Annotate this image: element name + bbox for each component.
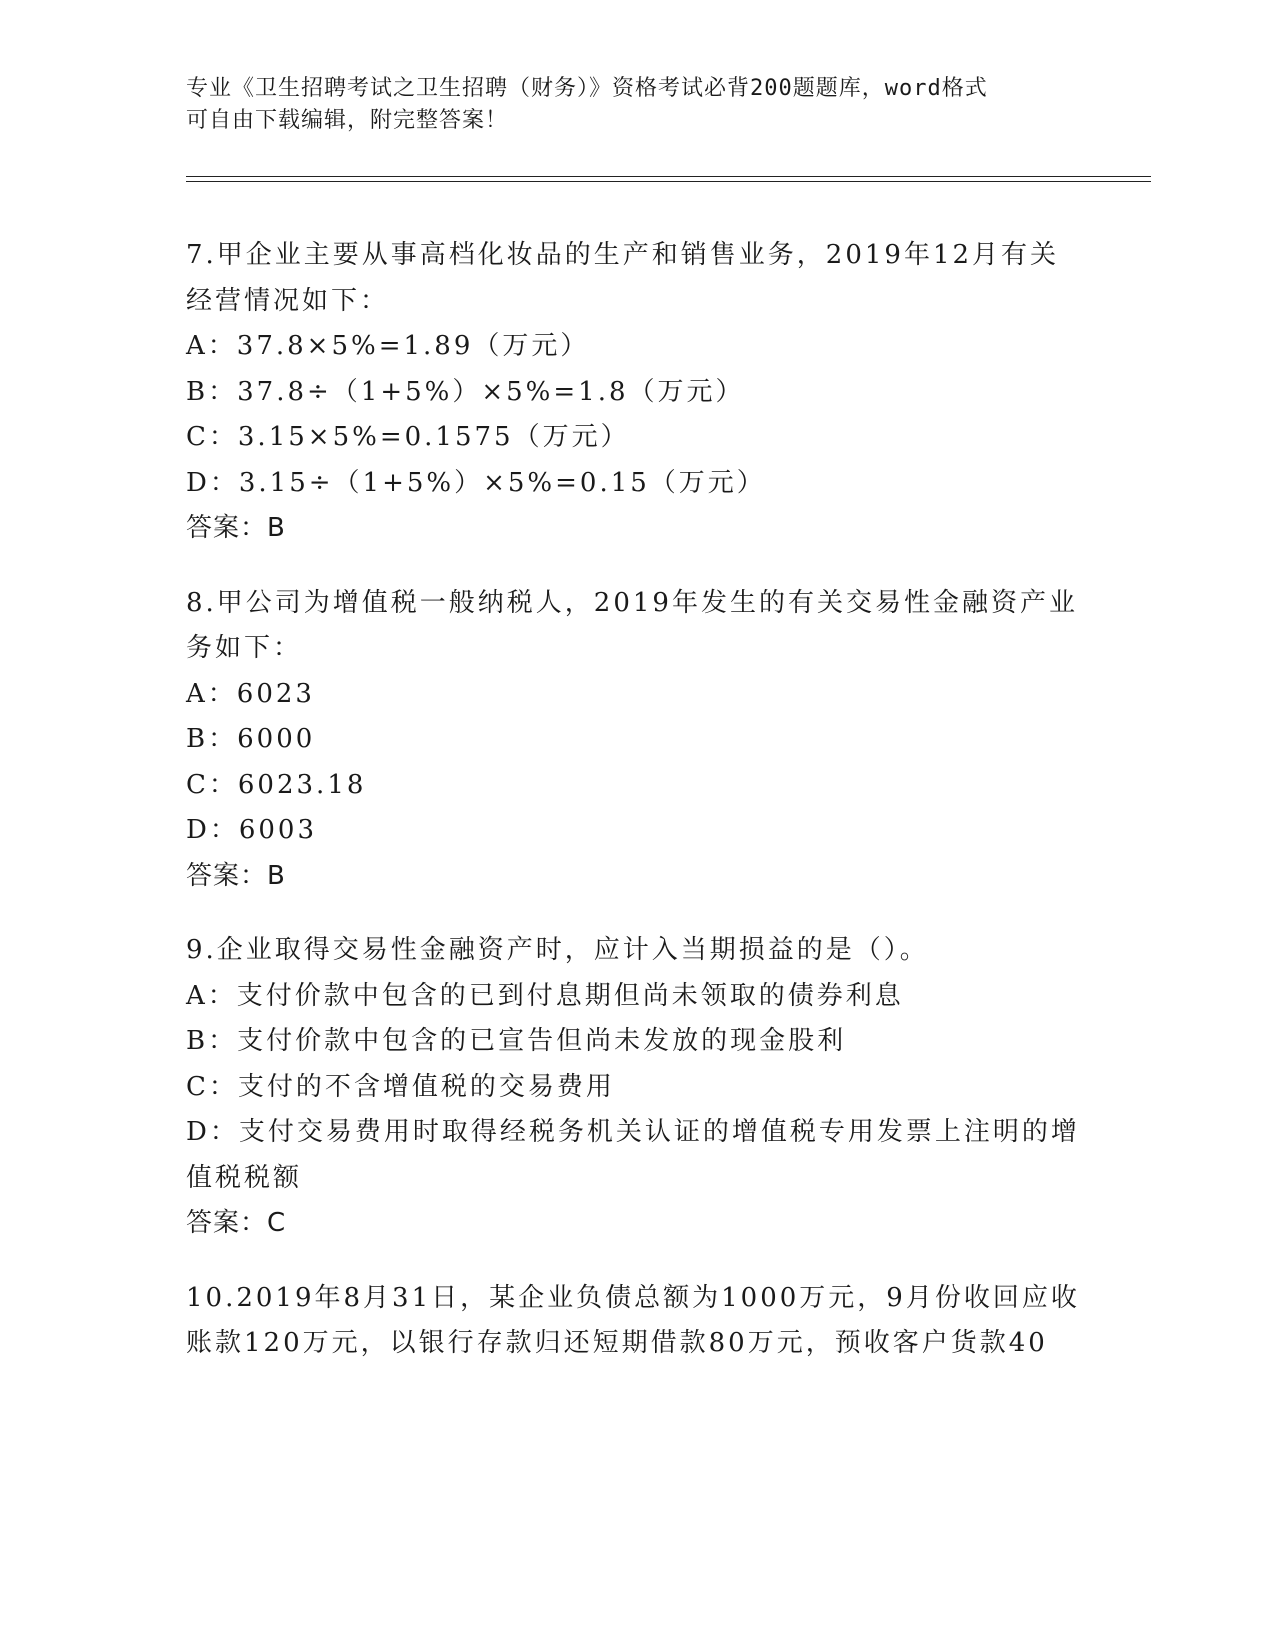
answer: 答案：C (186, 1208, 287, 1238)
option-c: C：6023.18 (186, 769, 367, 800)
option-b: B：6000 (186, 724, 316, 754)
option-a: A：支付价款中包含的已到付息期但尚未领取的债券利息 (186, 980, 904, 1011)
option-d: D：3.15÷（1+5%）×5%=0.15（万元） (186, 467, 766, 498)
option-c: C：3.15×5%=0.1575（万元） (186, 422, 630, 452)
option-c: C：支付的不含增值税的交易费用 (186, 1071, 615, 1102)
question-list (186, 233, 1086, 1396)
option-a: A：6023 (186, 678, 315, 709)
header-divider-top (186, 176, 1151, 177)
question-text: 9.企业取得交易性金融资产时，应计入当期损益的是（）。 (186, 935, 929, 965)
option-b: B：37.8÷（1+5%）×5%=1.8（万元） (186, 376, 745, 407)
header-line-1: 专业《卫生招聘考试之卫生招聘（财务）》资格考试必背200题题库，word格式 (186, 76, 988, 101)
header-line-2: 可自由下载编辑，附完整答案！ (186, 108, 509, 133)
header-divider-bottom (186, 181, 1151, 182)
question-text: 10.2019年8月31日，某企业负债总额为1000万元，9月份收回应收账款120万元，以银行存款归还短期借款80万元，预收客户货款40 (186, 1282, 1080, 1358)
question-10 (186, 1276, 1086, 1367)
question-text: 8.甲公司为增值税一般纳税人，2019年发生的有关交易性金融资产业务如下： (186, 587, 1078, 663)
question-9 (186, 928, 1086, 1247)
answer: 答案：B (186, 513, 286, 543)
question-7 (186, 233, 1086, 552)
document-header (186, 73, 1086, 137)
option-d: D：6003 (186, 815, 318, 845)
question-text: 7.甲企业主要从事高档化妆品的生产和销售业务，2019年12月有关经营情况如下： (186, 240, 1060, 316)
option-a: A：37.8×5%=1.89（万元） (186, 331, 590, 361)
option-b: B：支付价款中包含的已宣告但尚未发放的现金股利 (186, 1026, 847, 1056)
answer: 答案：B (186, 860, 286, 891)
option-d: D：支付交易费用时取得经税务机关认证的增值税专用发票上注明的增值税税额 (186, 1117, 1080, 1193)
question-8 (186, 581, 1086, 900)
